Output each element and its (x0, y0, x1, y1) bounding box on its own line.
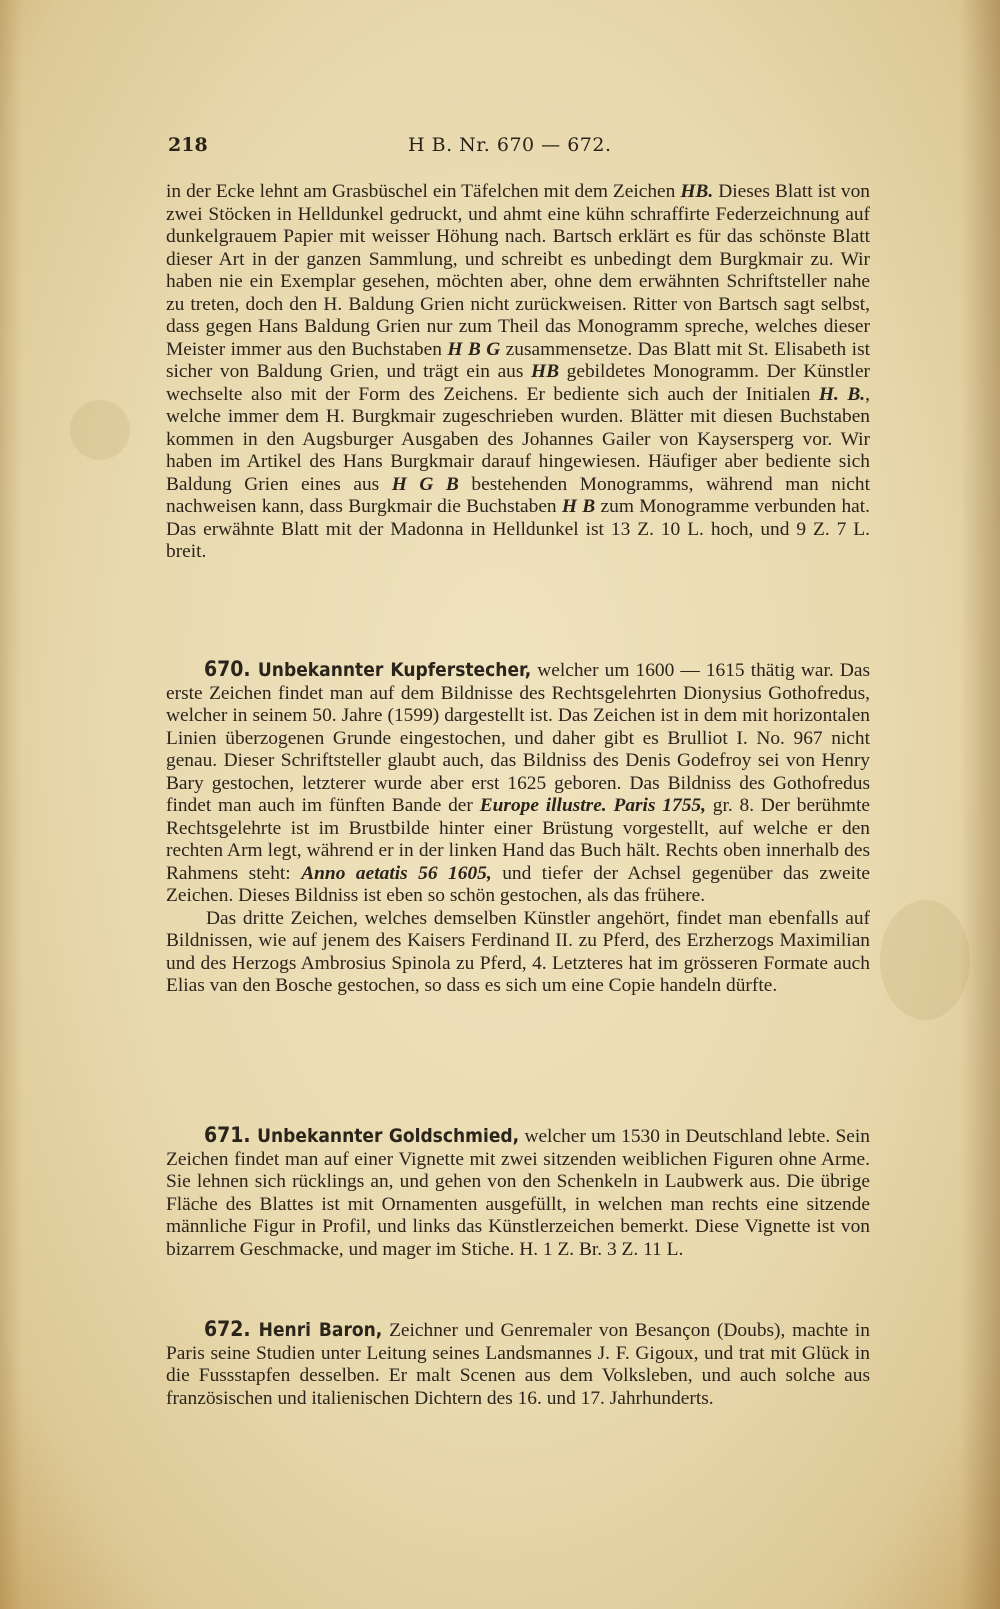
text-run: , welche immer dem H. Burgkmair zugeschrieben wurden. Blätter mit diesen Buchstaben kommen in den Augsburger Ausgaben des Johannes Gailer von Kaysersperg vor. Wir haben im Artikel des Hans Burgkmair darauf hingewiesen. Häufiger aber bediente sich Baldung Grien eines aus (166, 383, 870, 495)
text-run: welcher um 1600 — 1615 thätig war. Das erste Zeichen findet man auf dem Bildnisse des Rechtsgelehrten Dionysius Gothofredus, welcher in seinem 50. Jahre (1599) dargestellt ist. Das Zeichen ist in dem mit horizontalen Linien überzogenen Grunde eingestochen, und daher gibt es Brulliot I. No. 967 nicht genau. Dieser Schriftsteller glaubt auch, das Bildniss des Denis Godefroy sei von Henry Bary gestochen, letzterer wurde aber erst 1625 geboren. Das Bildniss des Gothofredus findet man auch im fünften Bande der (166, 660, 870, 816)
entry-heading (204, 1124, 519, 1147)
text-run: zum Monogramme verbunden hat. Das erwähnte Blatt mit der Madonna in Helldunkel ist 13 Z. 10 L. hoch, und 9 Z. 7 L. breit. (166, 496, 870, 562)
text-run: gr. 8. Der berühmte Rechtsgelehrte ist im Brustbilde hinter einer Brüstung vorgestellt, auf welche er den rechten Arm legt, während er in der linken Hand das Buch hält. Rechts oben innerhalb des Rahmens steht: (166, 795, 870, 884)
italic-run: HB (531, 361, 560, 382)
italic-run: H B G (447, 338, 501, 360)
entry-name: Unbekannter Goldschmied, (257, 1125, 520, 1147)
text-run: gebildetes Monogramm. Der Künstler wechselte also mit der Form des Zeichens. Er bediente sich auch der Initialen (166, 361, 871, 405)
paragraph (166, 1124, 870, 1261)
italic-run: HB. (680, 181, 714, 202)
entry-name: Henri Baron, (258, 1319, 383, 1341)
entry-number: 671. (204, 1123, 251, 1147)
text-run: Zeichner und Genremaler von Besançon (Doubs), machte in Paris seine Studien unter Leitung seines Landsmannes J. F. Gigoux, und trat mit Glück in die Fussstapfen desselben. Er malt Scenen aus dem Volksleben, und auch solche aus französischen und italienischen Dichtern des 16. und 17. Jahrhunderts. (166, 1320, 870, 1409)
paragraph (166, 658, 870, 908)
italic-run: H B (561, 496, 596, 517)
entry-670 (166, 658, 870, 998)
italic-run: H G B (391, 473, 459, 495)
paragraph (166, 181, 870, 564)
entry-number: 670. (204, 657, 251, 681)
continued-paragraph (166, 181, 870, 564)
paragraph (166, 1318, 870, 1410)
entry-heading (204, 1318, 382, 1341)
italic-run: Europe illustre. Paris 1755, (479, 795, 706, 816)
entry-672 (166, 1318, 870, 1410)
entry-name: Unbekannter Kupferstecher, (257, 659, 532, 681)
page-number: 218 (168, 134, 208, 156)
italic-run: Anno aetatis 56 1605, (301, 862, 492, 884)
text-run: Dieses Blatt ist von zwei Stöcken in Helldunkel gedruckt, und ahmt eine kühn schraffirte Federzeichnung auf dunkelgrauem Papier mit weisser Höhung nach. Bartsch erklärt es für das schönste Blatt dieser Art in der ganzen Sammlung, und schreibt es unbedingt dem Burgkmair zu. Wir haben nie ein Exemplar gesehen, möchten aber, ohne dem erwähnten Schriftsteller nahe zu treten, doch den H. Baldung Grien nicht zurückweisen. Ritter von Bartsch sagt selbst, dass gegen Hans Baldung Grien nur zum Theil das Monogramm spreche, welches dieser Meister immer aus den Buchstaben (166, 181, 870, 360)
entry-number: 672. (204, 1317, 251, 1341)
italic-run: H. B. (818, 383, 866, 405)
paper-stain (880, 900, 970, 1020)
entry-heading (204, 658, 531, 681)
text-run: und tiefer der Achsel gegenüber das zweite Zeichen. Dieses Bildniss ist eben so schön gestochen, als das frühere. (166, 862, 871, 906)
paper-stain (70, 400, 130, 460)
entry-671 (166, 1124, 870, 1261)
paragraph: Das dritte Zeichen, welches demselben Künstler angehört, findet man ebenfalls auf Bildnissen, wie auf jenem des Kaisers Ferdinand II. zu Pferd, des Erzherzogs Maximilian und des Herzogs Ambrosius Spinola zu Pferd, 4. Letzteres hat im grösseren Formate auch Elias van den Bosche gestochen, so dass es sich um eine Copie handeln dürfte. (166, 907, 870, 996)
text-run: welcher um 1530 in Deutschland lebte. Sein Zeichen findet man auf einer Vignette mit zwei sitzenden weiblichen Figuren ohne Arme. Sie lehnen sich rücklings an, und gehen von den Schenkeln in Laubwerk aus. Die übrige Fläche des Blattes ist mit Ornamenten ausgefüllt, in welchen man rechts eine sitzende männliche Figur in Profil, und links das Künstlerzeichen bemerkt. Diese Vignette ist von bizarrem Geschmacke, und mager im Stiche. H. 1 Z. Br. 3 Z. 11 L. (166, 1126, 870, 1260)
text-run: zusammensetze. Das Blatt mit St. Elisabeth ist sicher von Baldung Grien, und trägt ein aus (166, 338, 871, 382)
text-run: bestehenden Monogramms, während man nicht nachweisen kann, dass Burgkmair die Buchstaben (166, 473, 870, 517)
running-title: H B. Nr. 670 — 672. (408, 134, 612, 156)
text-run: in der Ecke lehnt am Grasbüschel ein Täfelchen mit dem Zeichen (166, 181, 681, 202)
